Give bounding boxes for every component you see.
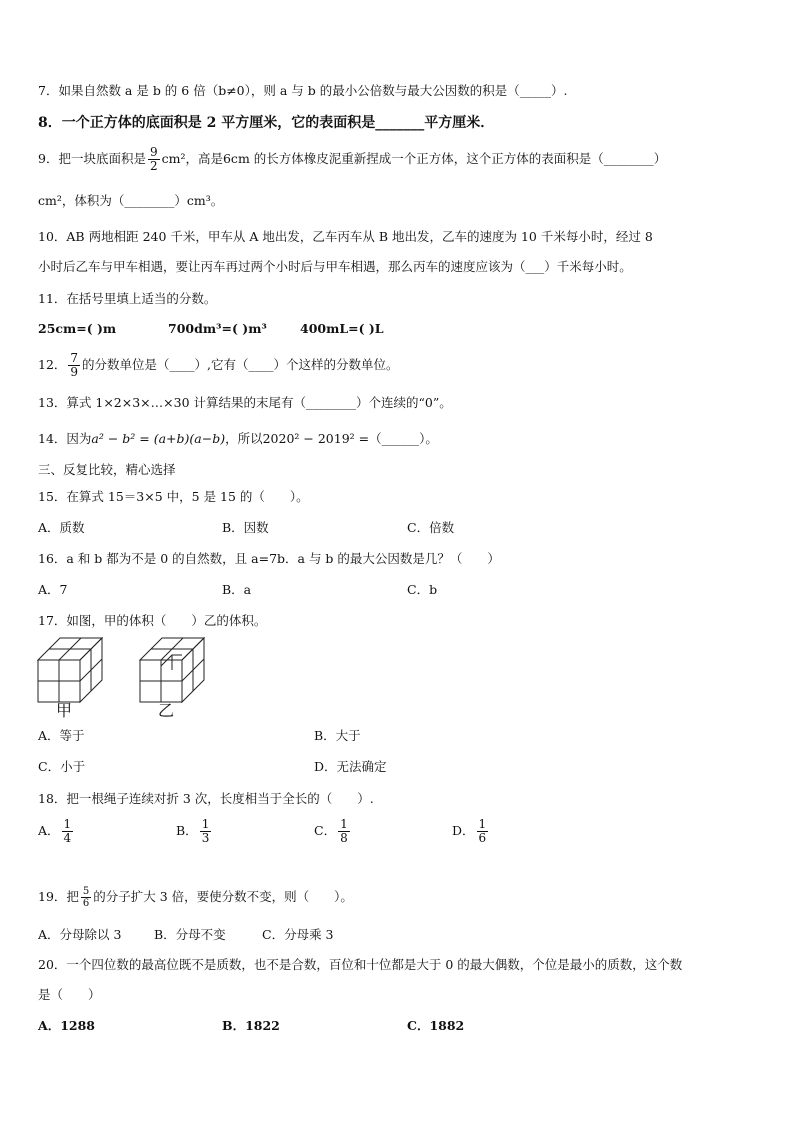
q9-fraction-num: 9	[149, 145, 158, 159]
q11-item-3: 400mL=( )L	[300, 321, 384, 336]
question-7: 7．如果自然数 a 是 b 的 6 倍（b≠0），则 a 与 b 的最小公倍数与最大公因数的积是（_____）.	[38, 83, 568, 98]
question-11: 11．在括号里填上适当的分数。	[38, 291, 217, 306]
q17-option-c[interactable]: C．小于	[38, 759, 86, 774]
question-12	[38, 352, 399, 379]
q18-c-num: 1	[340, 817, 348, 831]
q19-option-a[interactable]: A．分母除以 3	[38, 927, 122, 942]
q9-unit: cm²	[161, 151, 186, 166]
q12-fraction	[68, 352, 80, 379]
q18-option-c-fraction	[338, 818, 350, 845]
q17-option-d[interactable]: D．无法确定	[314, 759, 387, 774]
figure-b-label: 乙	[158, 701, 175, 720]
q9-middle: ，高是6cm 的长方体橡皮泥重新捏成一个正方体，这个正方体的表面积是（________）	[185, 151, 667, 166]
q18-option-d[interactable]	[452, 818, 490, 845]
q15-option-b[interactable]: B．因数	[222, 520, 269, 535]
q20-option-a[interactable]: A．1288	[38, 1018, 95, 1033]
q9-fraction	[148, 146, 160, 173]
question-13: 13．算式 1×2×3×…×30 计算结果的末尾有（________）个连续的“0”。	[38, 395, 452, 410]
q14-formula2: 2020² − 2019² =	[262, 431, 370, 446]
question-8: 8．一个正方体的底面积是 2 平方厘米，它的表面积是_______平方厘米．	[38, 115, 495, 131]
q19-option-c[interactable]: C．分母乘 3	[262, 927, 334, 942]
q18-a-den: 4	[63, 831, 72, 845]
q18-d-den: 6	[478, 831, 487, 845]
q15-option-a[interactable]: A．质数	[38, 520, 85, 535]
question-20-line2: 是（ ）	[38, 987, 101, 1002]
q18-option-d-label: D．	[452, 823, 475, 838]
question-14	[38, 430, 438, 448]
q14-middle: ，所以	[225, 431, 263, 446]
q18-option-a-label: A．	[38, 823, 60, 838]
question-17: 17．如图，甲的体积（ ）乙的体积。	[38, 613, 267, 628]
figure-a-label: 甲	[56, 701, 73, 720]
q19-fraction-num: 5	[82, 886, 90, 897]
q18-option-b-label: B．	[176, 823, 198, 838]
cube-figure-b	[138, 636, 210, 706]
q19-prefix: 19．把	[38, 889, 79, 904]
section-3-heading: 三、反复比较，精心选择	[38, 462, 176, 477]
q12-suffix: 的分数单位是（____）,它有（____）个这样的分数单位。	[82, 357, 399, 372]
q18-option-b[interactable]	[176, 818, 213, 845]
q16-option-b[interactable]: B．a	[222, 582, 252, 597]
q12-prefix: 12．	[38, 357, 67, 372]
question-10-line1: 10．AB 两地相距 240 千米，甲车从 A 地出发，乙车丙车从 B 地出发，乙车的速度为 10 千米每小时，经过 8	[38, 229, 653, 244]
q16-option-a[interactable]: A．7	[38, 582, 68, 597]
question-15: 15．在算式 15＝3×5 中，5 是 15 的（ ）。	[38, 489, 309, 504]
q9-prefix: 9．把一块底面积是	[38, 151, 146, 166]
q19-option-b[interactable]: B．分母不变	[154, 927, 226, 942]
q14-formula: a² − b² = (a+b)(a−b)	[91, 431, 226, 446]
q15-option-c[interactable]: C．倍数	[407, 520, 455, 535]
question-20-line1: 20．一个四位数的最高位既不是质数，也不是合数，百位和十位都是大于 0 的最大偶数，个位是最小的质数，这个数	[38, 957, 683, 972]
q9-fraction-den: 2	[149, 159, 158, 173]
q20-option-b[interactable]: B．1822	[222, 1018, 280, 1033]
q19-suffix: 的分子扩大 3 倍，要使分数不变，则（ ）。	[93, 889, 353, 904]
q14-suffix: （______）。	[369, 431, 438, 446]
q14-prefix: 14．因为	[38, 431, 92, 446]
q12-fraction-den: 9	[70, 365, 79, 379]
q17-option-b[interactable]: B．大于	[314, 728, 361, 743]
question-10-line2: 小时后乙车与甲车相遇，要让丙车再过两个小时后与甲车相遇，那么丙车的速度应该为（___）千米每小时。	[38, 259, 632, 274]
question-19	[38, 886, 353, 909]
q18-b-num: 1	[201, 817, 210, 831]
q18-option-c[interactable]	[314, 818, 352, 845]
question-18: 18．把一根绳子连续对折 3 次，长度相当于全长的（ ）.	[38, 791, 374, 806]
q18-option-a-fraction	[62, 818, 74, 845]
q19-fraction	[81, 886, 91, 909]
q18-option-a[interactable]	[38, 818, 75, 845]
q19-fraction-den: 6	[82, 898, 90, 909]
q18-option-d-fraction	[477, 818, 489, 845]
q16-option-c[interactable]: C．b	[407, 582, 438, 597]
question-9	[38, 146, 666, 173]
cube-figure-a	[36, 636, 108, 706]
q20-option-c[interactable]: C．1882	[407, 1018, 465, 1033]
q12-fraction-num: 7	[70, 351, 79, 365]
question-16: 16．a 和 b 都为不是 0 的自然数，且 a=7b．a 与 b 的最大公因数是几？（ ）	[38, 551, 500, 566]
q18-b-den: 3	[201, 831, 210, 845]
q11-item-1: 25cm=( )m	[38, 321, 117, 336]
question-9-line2: cm²，体积为（________）cm³。	[38, 193, 224, 208]
q17-option-a[interactable]: A．等于	[38, 728, 85, 743]
q11-item-2: 700dm³=( )m³	[168, 321, 267, 336]
q18-option-b-fraction	[200, 818, 212, 845]
q18-d-num: 1	[478, 817, 487, 831]
q18-a-num: 1	[63, 817, 72, 831]
q18-c-den: 8	[340, 831, 348, 845]
q18-option-c-label: C．	[314, 823, 337, 838]
